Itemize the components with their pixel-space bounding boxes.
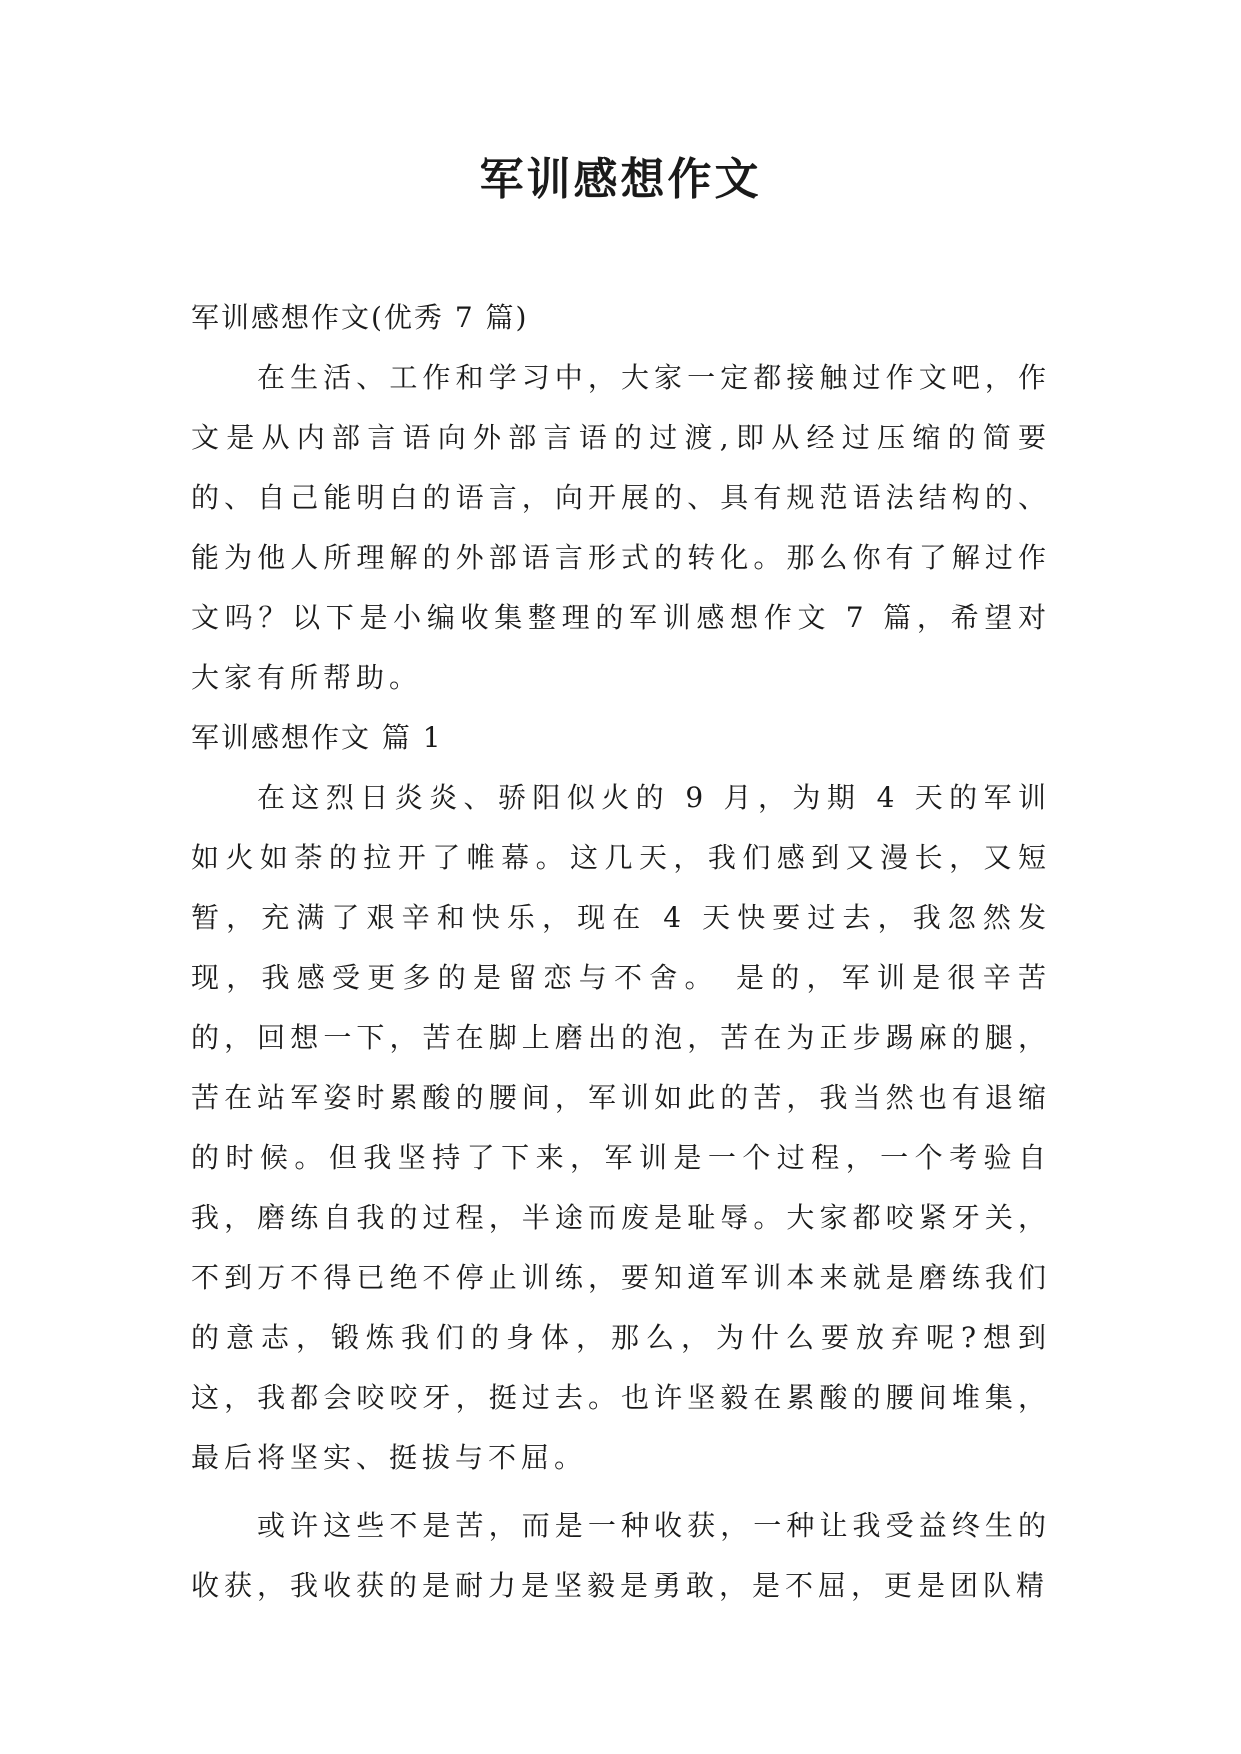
document-subtitle: 军训感想作文(优秀 7 篇) bbox=[191, 301, 529, 334]
section-heading-1: 军训感想作文 篇 1 bbox=[191, 721, 443, 754]
document-body bbox=[191, 288, 1051, 1616]
document-title: 军训感想作文 bbox=[479, 154, 762, 205]
intro-paragraph: 在生活、工作和学习中，大家一定都接触过作文吧，作文是从内部言语向外部言语的过渡,即从经过压缩的简要的、自己能明白的语言，向开展的、具有规范语法结构的、能为他人所理解的外部语言形式的转化。那么你有了解过作文吗？以下是小编收集整理的军训感想作文 7 篇，希望对大家有所帮助。 bbox=[191, 361, 1051, 694]
section-1-paragraph-1: 在这烈日炎炎、骄阳似火的 9 月，为期 4 天的军训如火如荼的拉开了帷幕。这几天，我们感到又漫长，又短暂，充满了艰辛和快乐，现在 4 天快要过去，我忽然发现，我感受更多的是留恋与不舍。 是的，军训是很辛苦的，回想一下，苦在脚上磨出的泡，苦在为正步踢麻的腿，苦在站军姿时累酸的腰间，军训如此的苦，我当然也有退缩的时候。但我坚持了下来，军训是一个过程，一个考验自我，磨练自我的过程，半途而废是耻辱。大家都咬紧牙关，不到万不得已绝不停止训练，要知道军训本来就是磨练我们的意志，锻炼我们的身体，那么，为什么要放弃呢?想到这，我都会咬咬牙，挺过去。也许坚毅在累酸的腰间堆集，最后将坚实、挺拔与不屈。 bbox=[191, 781, 1051, 1474]
section-1-paragraph-2: 或许这些不是苦，而是一种收获，一种让我受益终生的收获，我收获的是耐力是坚毅是勇敢，是不屈，更是团队精 bbox=[191, 1509, 1051, 1602]
